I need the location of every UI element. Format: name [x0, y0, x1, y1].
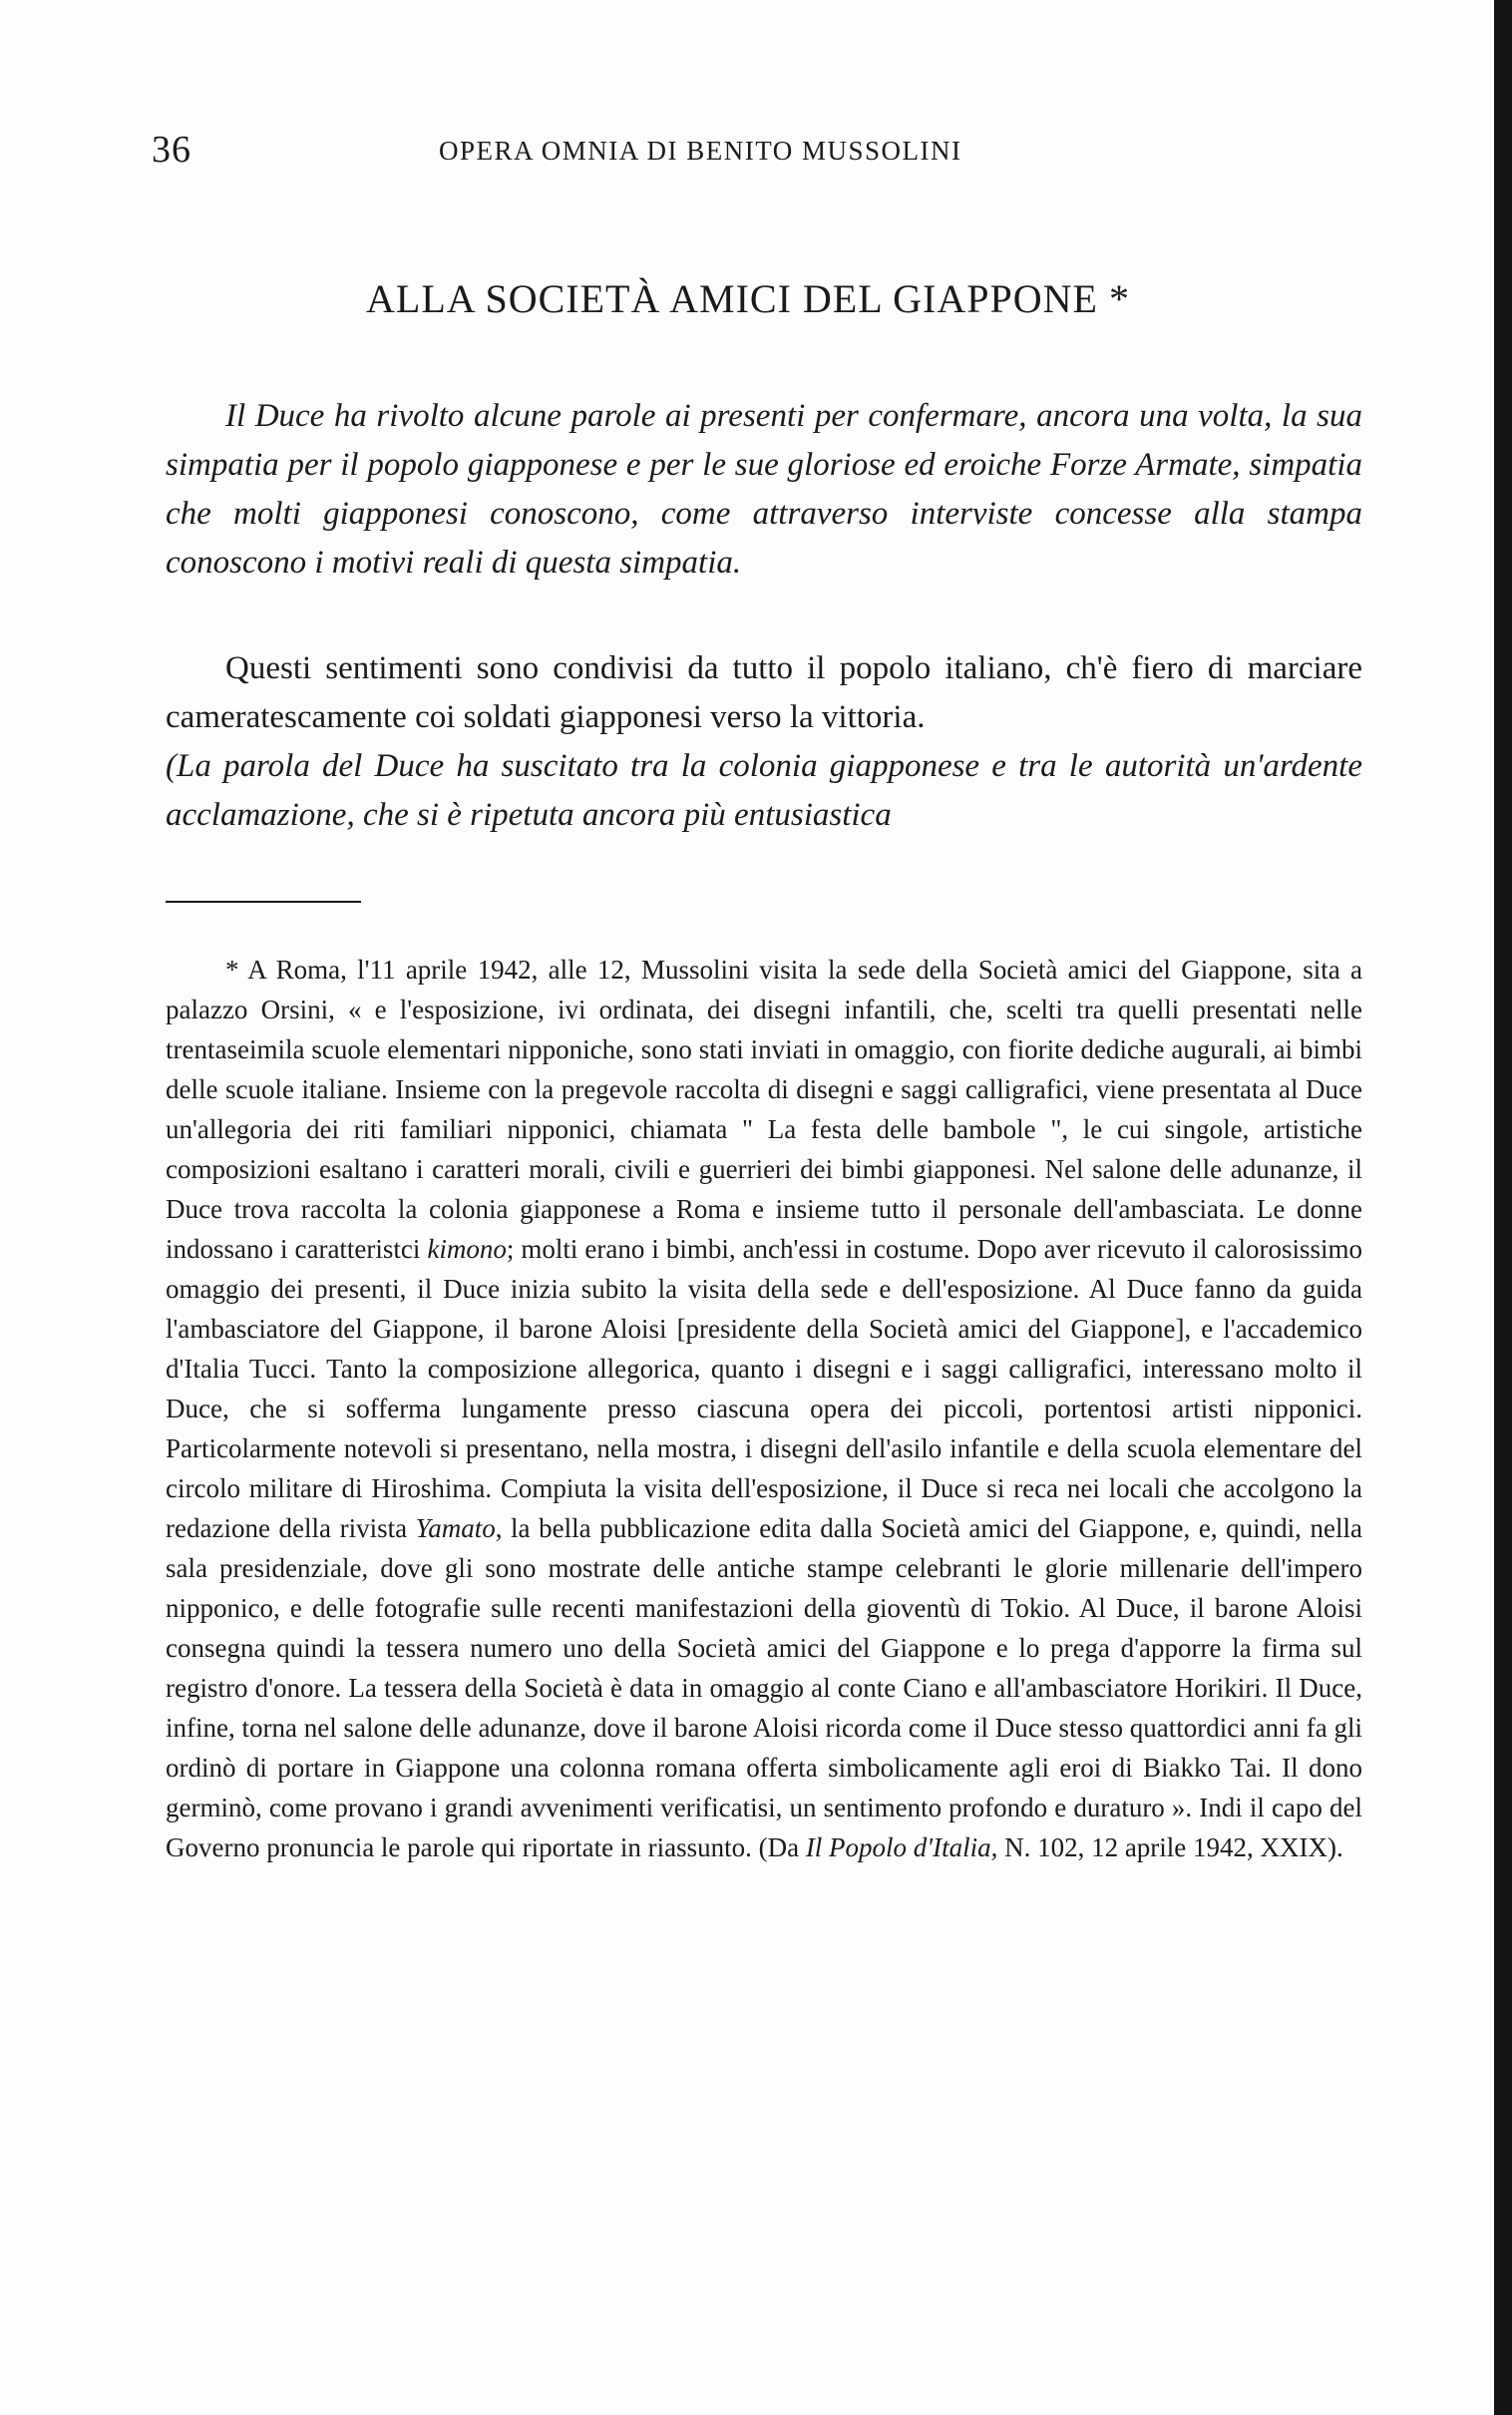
footnote-divider	[166, 901, 361, 903]
footnote-text-3: , la bella pubblicazione edita dalla Società amici del Giappone, e, quindi, nella sala presidenziale, dove gli sono mostrate delle antiche stampe celebranti le glorie millenarie dell'impero nipponico, e delle fotografie sulle recenti manifestazioni della gioventù di Tokio. Al Duce, il barone Aloisi consegna quindi la tessera numero uno della Società amici del Giappone e lo prega d'apporre la firma sul registro d'onore. La tessera della Società è data in omaggio al conte Ciano e all'ambasciatore Horikiri. Il Duce, infine, torna nel salone delle adunanze, dove il barone Aloisi ricorda come il Duce stesso quattordici anni fa gli ordinò di portare in Giappone una colonna romana offerta simbolicamente agli eroi di Biakko Tai. Il dono germinò, come provano i grandi avvenimenti verificatisi, un sentimento profondo e duraturo ». Indi il capo del Governo pronuncia le parole qui riportate in riassunto. (Da	[166, 1513, 1362, 1862]
footnote-kimono: kimono	[427, 1234, 507, 1264]
speech-paragraph: Questi sentimenti sono condivisi da tutto il popolo italiano, ch'è fiero di marciare cameratescamente coi soldati giapponesi verso la vittoria.	[166, 650, 1362, 735]
running-head: OPERA OMNIA DI BENITO MUSSOLINI	[439, 136, 962, 166]
chapter-title: ALLA SOCIETÀ AMICI DEL GIAPPONE *	[366, 276, 1130, 321]
page-number: 36	[152, 129, 191, 171]
footnote-yamato: Yamato	[415, 1513, 496, 1543]
scan-edge-shadow	[1494, 0, 1512, 2415]
intro-paragraph: Il Duce ha rivolto alcune parole ai presenti per confermare, ancora una volta, la sua simpatia per il popolo giapponese e per le sue gloriose ed eroiche Forze Armate, simpatia che molti giapponesi conoscono, come attraverso interviste concesse alla stampa conoscono i motivi reali di questa simpatia.	[166, 398, 1362, 581]
footnote	[166, 950, 1362, 1867]
closing-paragraph: (La parola del Duce ha suscitato tra la colonia giapponese e tra le autorità un'ardente acclamazione, che si è ripetuta ancora più entusiastica	[166, 748, 1362, 833]
footnote-source-title: Il Popolo d'Italia,	[805, 1832, 998, 1862]
page-header	[152, 128, 1353, 178]
footnote-text-4: N. 102, 12 aprile 1942, XXIX).	[997, 1832, 1343, 1862]
footnote-text-1: * A Roma, l'11 aprile 1942, alle 12, Mussolini visita la sede della Società amici del Giappone, sita a palazzo Orsini, « e l'esposizione, ivi ordinata, dei disegni infantili, che, scelti tra quelli presentati nelle trentaseimila scuole elementari nipponiche, sono stati inviati in omaggio, con fiorite dediche augurali, ai bimbi delle scuole italiane. Insieme con la pregevole raccolta di disegni e saggi calligrafici, viene presentata al Duce un'allegoria dei riti familiari nipponici, chiamata " La festa delle bambole ", le cui singole, artistiche composizioni esaltano i caratteri morali, civili e guerrieri dei bimbi giapponesi. Nel salone delle adunanze, il Duce trova raccolta la colonia giapponese a Roma e insieme tutto il personale dell'ambasciata. Le donne indossano i caratteristci	[166, 955, 1362, 1264]
footnote-text-2: ; molti erano i bimbi, anch'essi in costume. Dopo aver ricevuto il calorosissimo omaggio dei presenti, il Duce inizia subito la visita della sede e dell'esposizione. Al Duce fanno da guida l'ambasciatore del Giappone, il barone Aloisi [presidente della Società amici del Giappone], e l'accademico d'Italia Tucci. Tanto la composizione allegorica, quanto i disegni e i saggi calligrafici, interessano molto il Duce, che si sofferma lungamente presso ciascuna opera dei piccoli, portentosi artisti nipponici. Particolarmente notevoli si presentano, nella mostra, i disegni dell'asilo infantile e della scuola elementare del circolo militare di Hiroshima. Compiuta la visita dell'esposizione, il Duce si reca nei locali che accolgono la redazione della rivista	[166, 1234, 1362, 1543]
